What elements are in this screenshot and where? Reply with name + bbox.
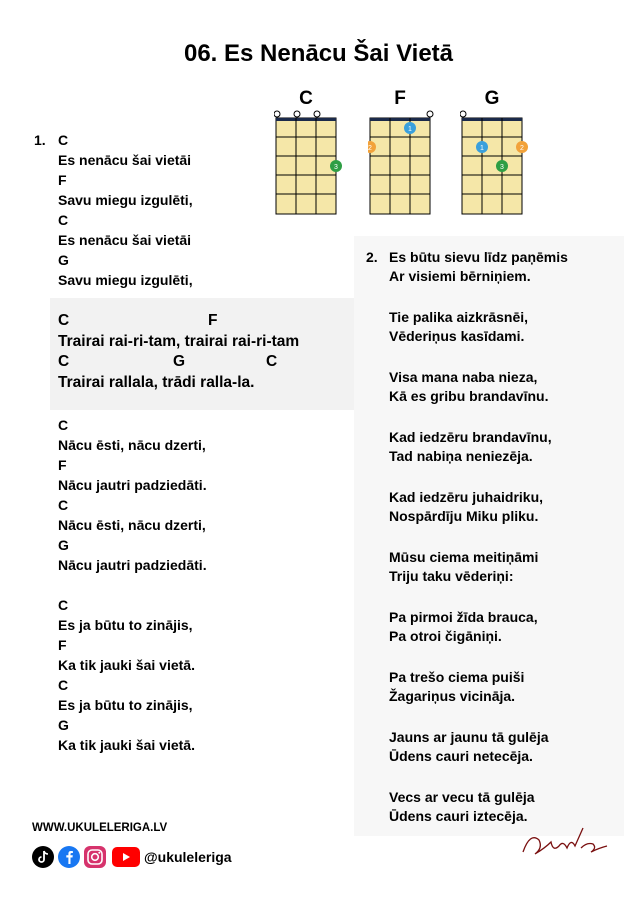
lyric-line: Vēderiņus kasīdami. — [389, 328, 525, 344]
facebook-icon[interactable] — [58, 846, 80, 868]
lyric-line: Visa mana naba nieza, — [389, 369, 538, 385]
finger-label: 1 — [408, 126, 412, 133]
lyric-line: Kad iedzēru brandavīnu, — [389, 429, 552, 445]
chord-diagram-g — [460, 88, 524, 215]
lyric-line: Es nenācu šai vietāi — [58, 152, 192, 168]
lyric-line: Vecs ar vecu tā gulēja — [389, 789, 535, 805]
lyric-line: Ar visiemi bērniņiem. — [389, 268, 531, 284]
lyric-line: Es ja būtu to zinājis, — [58, 617, 193, 633]
fretboard-g — [460, 110, 528, 220]
chorus-chord: G — [173, 353, 186, 370]
lyric-line: Pa trešo ciema puiši — [389, 669, 525, 685]
chord-line: C — [58, 677, 69, 693]
lyric-line: Kā es gribu brandavīnu. — [389, 388, 549, 404]
verse2-box — [354, 236, 624, 836]
finger-label: 2 — [520, 145, 524, 152]
lyric-line: Nācu jautri padziedāti. — [58, 477, 207, 493]
chord-line: G — [58, 537, 69, 553]
finger-label: 3 — [334, 164, 338, 171]
chord-line: F — [58, 637, 67, 653]
chord-name: C — [299, 88, 313, 109]
lyric-line: Ka tik jauki šai vietā. — [58, 657, 195, 673]
chord-diagram-f — [368, 88, 432, 215]
chorus-chord: C — [58, 312, 70, 329]
chorus-chord: C — [58, 353, 70, 370]
lyric-line: Ūdens cauri iztecēja. — [389, 808, 528, 824]
chord-line: G — [58, 717, 69, 733]
lyric-line: Es ja būtu to zinājis, — [58, 697, 193, 713]
lyric-line: Triju taku vēderiņi: — [389, 568, 514, 584]
finger-label: 3 — [500, 164, 504, 171]
lyric-line: Pa pirmoi žīda brauca, — [389, 609, 538, 625]
lyric-line: Kad iedzēru juhaidriku, — [389, 489, 544, 505]
fretboard-c — [274, 110, 342, 220]
signature-icon — [515, 818, 615, 868]
chorus-chord: F — [208, 312, 218, 329]
chord-line: C — [58, 212, 69, 228]
chorus-lyric: Trairai rallala, trādi ralla-la. — [58, 374, 255, 391]
song-title: 06. Es Nenācu Šai Vietā — [183, 40, 454, 67]
tiktok-icon[interactable] — [32, 846, 54, 868]
lyric-line: Tad nabiņa neniezēja. — [389, 448, 533, 464]
chord-line: F — [58, 457, 67, 473]
lyric-line: Mūsu ciema meitiņāmi — [389, 549, 539, 565]
chord-line: F — [58, 172, 67, 188]
lyric-line: Žagariņus vicināja. — [389, 688, 516, 704]
youtube-icon[interactable] — [112, 847, 140, 867]
chord-line: G — [58, 252, 69, 268]
chord-line: C — [58, 132, 69, 148]
lyric-line: Tie palika aizkrāsnēi, — [389, 309, 529, 325]
finger-label: 2 — [368, 145, 372, 152]
lyric-line: Ūdens cauri netecēja. — [389, 748, 533, 764]
chord-name: G — [484, 88, 500, 109]
lyric-line: Jauns ar jaunu tā gulēja — [389, 729, 549, 745]
lyric-line: Savu miegu izgulēti, — [58, 272, 193, 288]
chord-line: C — [58, 597, 69, 613]
lyric-line: Es nenācu šai vietāi — [58, 232, 192, 248]
chorus-lyric: Trairai rai-ri-tam, trairai rai-ri-tam — [58, 333, 300, 350]
lyric-line: Savu miegu izgulēti, — [58, 192, 193, 208]
lyric-line: Nospārdīju Miku pliku. — [389, 508, 539, 524]
finger-label: 1 — [480, 145, 484, 152]
lyric-line: Nācu jautri padziedāti. — [58, 557, 207, 573]
chorus-box — [50, 298, 355, 410]
chord-diagram-c — [274, 88, 338, 215]
chord-name: F — [394, 88, 406, 109]
lyric-line: Nācu ēsti, nācu dzerti, — [58, 517, 206, 533]
lyric-line: Pa otroi čigāniņi. — [389, 628, 502, 644]
social-handle[interactable]: @ukuleleriga — [144, 849, 232, 865]
lyric-line: Ka tik jauki šai vietā. — [58, 737, 195, 753]
verse-number: 1. — [34, 132, 46, 148]
chord-line: C — [58, 497, 69, 513]
lyric-line: Es būtu sievu līdz paņēmis — [389, 249, 568, 265]
website-link[interactable]: WWW.UKULELERIGA.LV — [32, 822, 168, 834]
lyric-line: Nācu ēsti, nācu dzerti, — [58, 437, 206, 453]
instagram-icon[interactable] — [84, 846, 106, 868]
verse-number: 2. — [366, 249, 378, 265]
fretboard-f — [368, 110, 436, 220]
chord-line: C — [58, 417, 69, 433]
chorus-chord: C — [266, 353, 278, 370]
